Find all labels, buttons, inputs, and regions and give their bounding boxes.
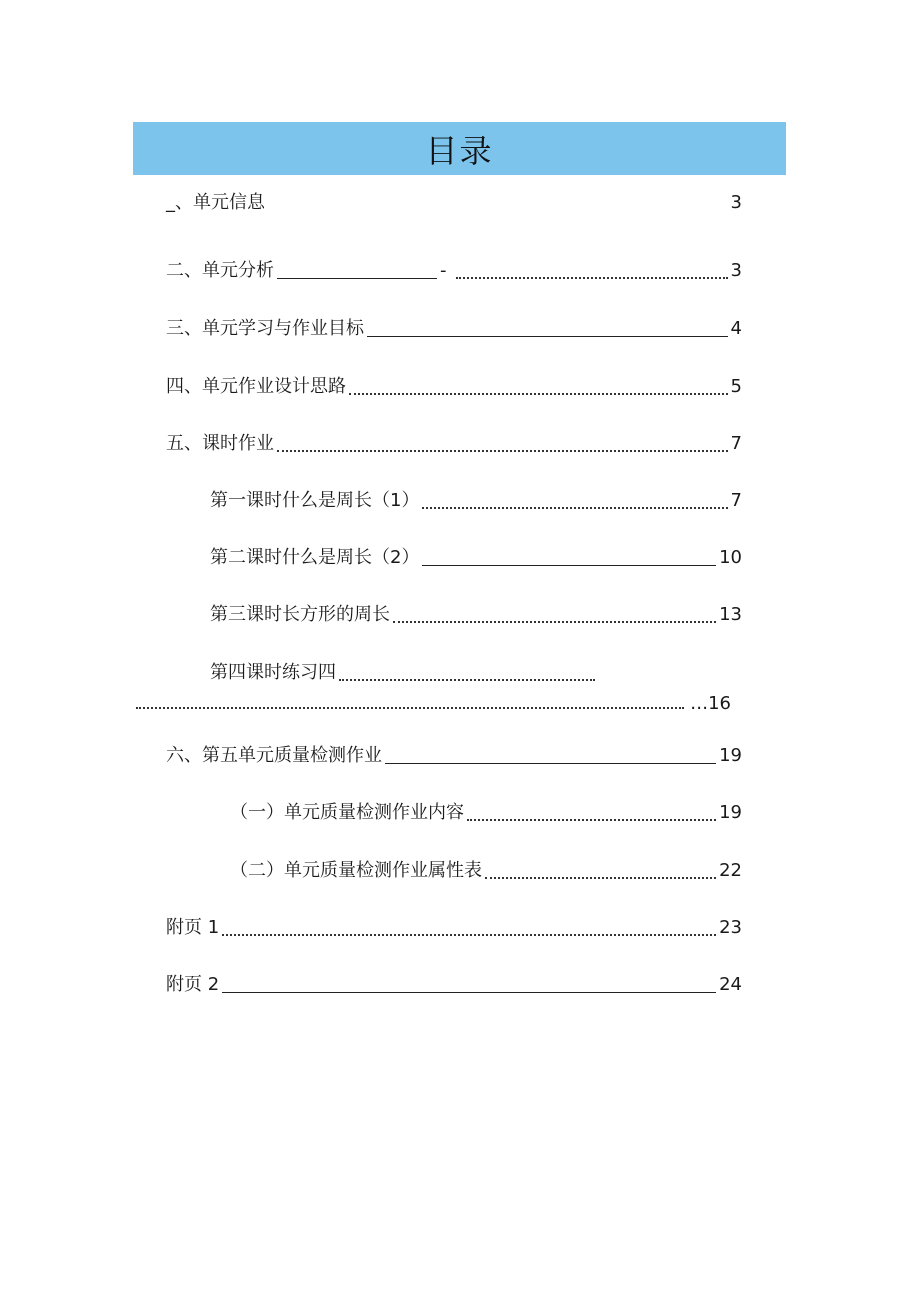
toc-entry[interactable] xyxy=(166,191,742,215)
toc-entry-page: 22 xyxy=(719,860,742,881)
toc-entry-page: 23 xyxy=(719,917,742,938)
toc-entry[interactable] xyxy=(230,859,742,883)
toc-entry-label: 六、第五单元质量检测作业 xyxy=(166,745,382,766)
toc-entry-page: 19 xyxy=(719,802,742,823)
toc-entry-label: 第一课时什么是周长（1） xyxy=(210,490,420,511)
toc-entry[interactable] xyxy=(210,661,598,685)
toc-entry-page: 19 xyxy=(719,745,742,766)
toc-entry-label: 四、单元作业设计思路 xyxy=(166,376,346,397)
toc-entry-page: …16 xyxy=(690,693,731,714)
toc-leader xyxy=(367,322,728,337)
toc-entry-label: 第四课时练习四 xyxy=(210,662,336,683)
toc-entry-page: 10 xyxy=(719,547,742,568)
toc-entry[interactable] xyxy=(210,489,742,513)
toc-entry[interactable] xyxy=(166,317,742,341)
toc-leader xyxy=(485,863,716,879)
toc-entry[interactable] xyxy=(166,916,742,940)
toc-entry-page: 3 xyxy=(730,192,742,213)
toc-entry[interactable] xyxy=(210,546,742,570)
toc-entry-label: _、单元信息 xyxy=(166,192,265,213)
toc-entry-page: 3 xyxy=(730,260,742,281)
toc-entry-page: 7 xyxy=(730,433,742,454)
toc-entry-page: 13 xyxy=(719,604,742,625)
toc-entry-label: 附页 1 xyxy=(166,917,220,938)
page-title: 目录 xyxy=(425,131,494,170)
toc-entry-label: 二、单元分析 xyxy=(166,260,274,281)
toc-entry[interactable] xyxy=(166,973,742,997)
toc-title-bar xyxy=(133,122,786,175)
toc-entry-label: 附页 2 xyxy=(166,974,220,995)
toc-entry[interactable] xyxy=(230,801,742,825)
toc-entry-continuation[interactable] xyxy=(136,690,731,714)
toc-entry-label: 第二课时什么是周长（2） xyxy=(210,547,420,568)
toc-leader xyxy=(349,379,728,395)
toc-leader xyxy=(422,493,727,509)
toc-entry-label: （一）单元质量检测作业内容 xyxy=(230,802,464,823)
toc-entry-page: 24 xyxy=(719,974,742,995)
toc-entry-label: 三、单元学习与作业目标 xyxy=(166,318,364,339)
toc-leader xyxy=(339,665,595,681)
toc-entry-label: 五、课时作业 xyxy=(166,433,274,454)
toc-entry[interactable] xyxy=(166,375,742,399)
toc-entry-page: 5 xyxy=(730,376,742,397)
toc-leader xyxy=(268,197,728,215)
toc-entry-page: 7 xyxy=(730,490,742,511)
toc-leader xyxy=(222,978,716,993)
toc-entry[interactable] xyxy=(166,432,742,456)
toc-leader xyxy=(277,264,437,279)
toc-leader xyxy=(456,263,728,279)
toc-leader xyxy=(136,693,684,709)
toc-entry[interactable] xyxy=(166,259,742,283)
toc-leader xyxy=(422,551,716,566)
toc-entry-page: 4 xyxy=(730,318,742,339)
toc-entry[interactable] xyxy=(210,603,742,627)
toc-leader xyxy=(467,805,716,821)
toc-entry-label: （二）单元质量检测作业属性表 xyxy=(230,860,482,881)
toc-leader xyxy=(277,436,728,452)
toc-leader xyxy=(385,749,716,764)
toc-leader xyxy=(393,607,716,623)
toc-entry[interactable] xyxy=(166,744,742,768)
toc-leader xyxy=(222,920,716,936)
toc-entry-label: 第三课时长方形的周长 xyxy=(210,604,390,625)
toc-entry-separator: - xyxy=(440,260,447,281)
